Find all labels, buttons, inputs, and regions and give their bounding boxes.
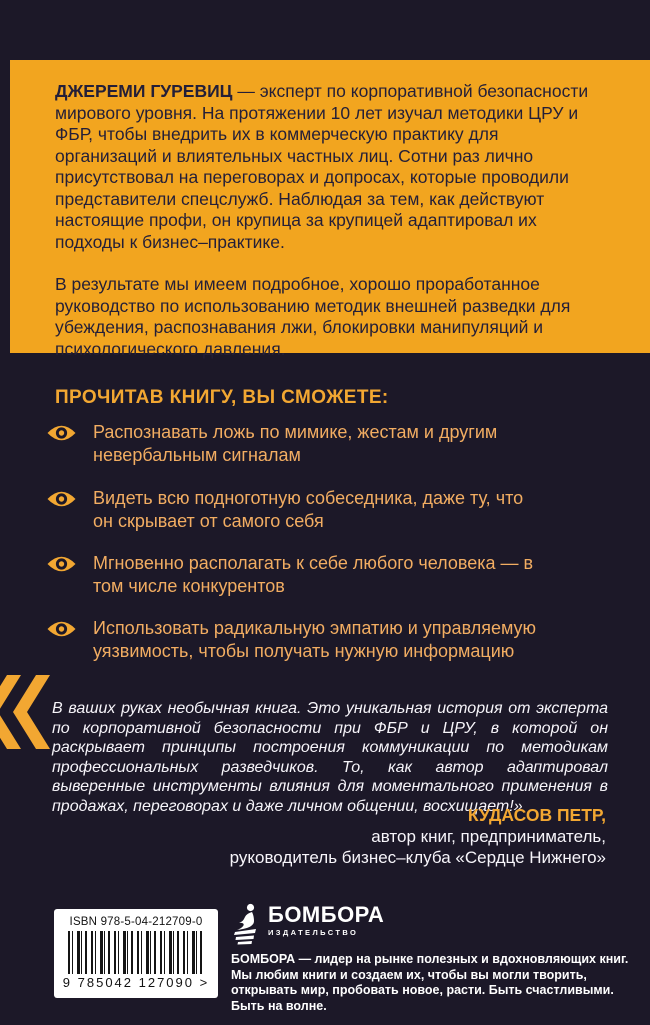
author-bio-text: — эксперт по корпоративной безопасности мирового уровня. На протяжении 10 лет изучал методики ЦРУ и ФБР, чтобы внедрить их в коммерческую практику для организаций и влиятельных частных лиц. Сотни раз лично присутствовал на переговорах и допросах, которые проводили представители спецслужб. Наблюдая за тем, как действуют настоящие профи, он крупица за крупицей адаптировал их подходы к бизнес–практике. (55, 81, 589, 252)
eye-icon (45, 553, 78, 598)
benefit-item (45, 617, 590, 663)
author-bio-panel (10, 60, 650, 359)
benefit-item (45, 487, 590, 533)
guillemet-quote-icon (0, 673, 52, 756)
benefit-item (45, 552, 590, 598)
eye-icon (45, 488, 78, 533)
review-attribution (230, 805, 606, 868)
barcode-card (54, 909, 218, 998)
review-author-role-2: руководитель бизнес–клуба «Сердце Нижнего» (229, 848, 606, 867)
barcode-bars (68, 931, 204, 974)
eye-icon (45, 422, 78, 467)
publisher-logo (230, 903, 384, 951)
benefit-text: Мгновенно располагать к себе любого человека — в том числе конкурентов (93, 553, 534, 596)
isbn-label: ISBN 978-5-04-212709-0 (69, 916, 203, 928)
benefit-text: Использовать радикальную эмпатию и управляемую уязвимость, чтобы получать нужную информацию (93, 618, 537, 661)
benefit-item (45, 421, 590, 467)
review-author-name: КУДАСОВ ПЕТР, (467, 805, 606, 825)
review-author-role-1: автор книг, предприниматель, (371, 827, 606, 846)
eye-icon (45, 618, 78, 663)
bombora-logo-icon (230, 903, 261, 951)
publisher-description: БОМБОРА — лидер на рынке полезных и вдохновляющих книг. Мы любим книги и создаем их, чтобы вы могли творить, открывать мир, пробовать новое, расти. Быть счастливыми. Быть на волне. (231, 952, 629, 1013)
barcode-digits: 9 785042 127090 > (62, 975, 210, 990)
benefit-text: Видеть всю подноготную собеседника, даже ту, что он скрывает от самого себя (93, 488, 524, 531)
benefits-heading: ПРОЧИТАВ КНИГУ, ВЫ СМОЖЕТЕ: (55, 387, 389, 408)
author-bio-paragraph (55, 81, 592, 253)
author-name: ДЖЕРЕМИ ГУРЕВИЦ (55, 81, 233, 101)
review-quote-text: В ваших руках необычная книга. Это уникальная история от эксперта по корпоративной безопасности при ФБР и ЦРУ, в которой он раскрывает принципы построения коммуникации по методикам профессиональных разведчиков. То, как автор адаптировал выверенные инструменты влияния для моментального применения в продажах, переговорах и даже личном общении, восхищает!» (52, 700, 608, 815)
author-summary-paragraph: В результате мы имеем подробное, хорошо проработанное руководство по использованию методик внешней разведки для убеждения, распознавания лжи, блокировки манипуляций и психологического давления. (55, 274, 571, 359)
benefit-text: Распознавать ложь по мимике, жестам и другим невербальным сигналам (93, 422, 498, 465)
publisher-subtitle: ИЗДАТЕЛЬСТВО (268, 928, 359, 937)
publisher-name: БОМБОРА (268, 902, 385, 927)
